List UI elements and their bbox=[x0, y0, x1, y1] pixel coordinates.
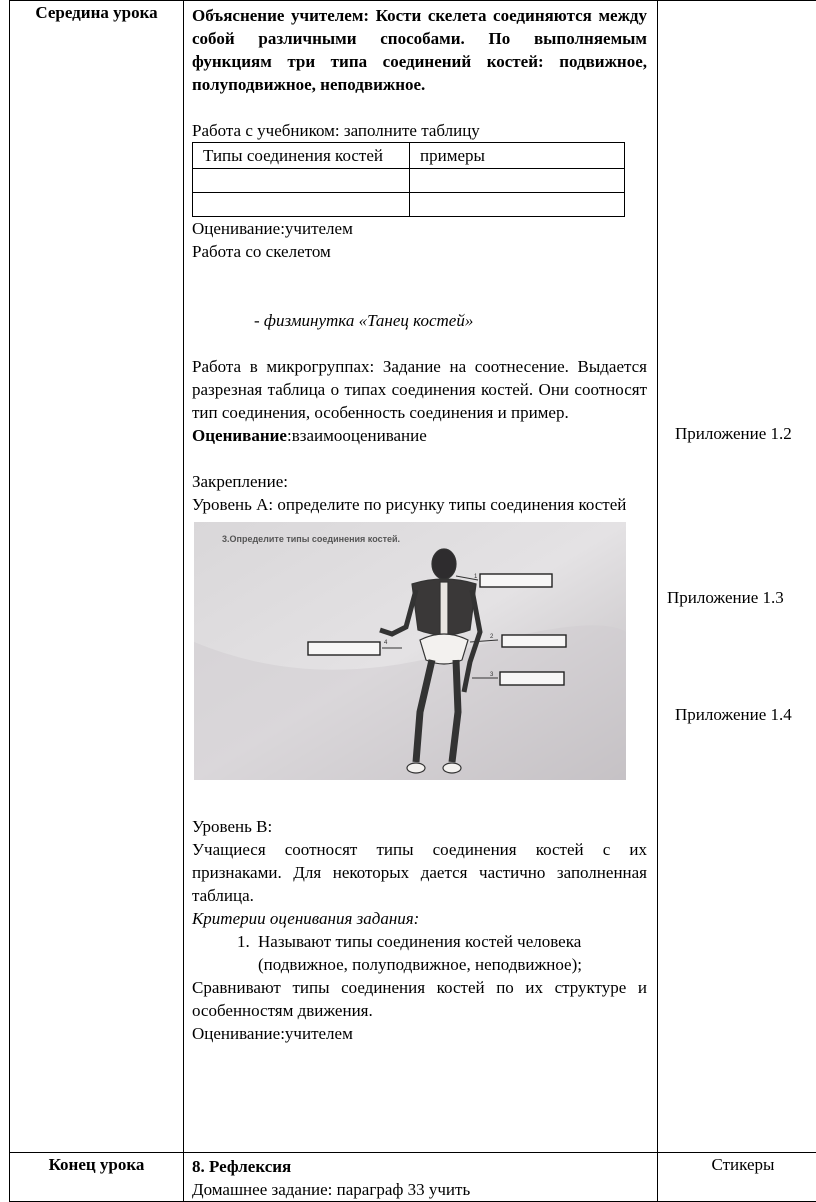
fill-in-table bbox=[192, 142, 625, 217]
physical-break: - физминутка «Танец костей» bbox=[254, 311, 474, 330]
assessment-teacher: Оценивание:учителем bbox=[192, 219, 353, 238]
appendix-1-3: Приложение 1.3 bbox=[667, 588, 784, 607]
microgroup-task: Работа в микрогруппах: Задание на соотнесение. Выдается разрезная таблица о типах соединения костей. Они соотносят тип соединения, особенность соединения и пример. bbox=[192, 357, 647, 422]
worksheet-number: 2 bbox=[490, 634, 494, 640]
skeleton-worksheet-photo bbox=[194, 522, 626, 780]
stage-label: Середина урока bbox=[35, 3, 158, 22]
appendix-1-4: Приложение 1.4 bbox=[675, 705, 792, 724]
level-b-title: Уровень В: bbox=[192, 817, 273, 836]
fill-table-cell bbox=[410, 169, 625, 193]
peer-assessment bbox=[192, 424, 647, 447]
worksheet-number: 4 bbox=[384, 640, 388, 646]
textbook-task: Работа с учебником: заполните таблицу bbox=[192, 121, 480, 140]
fill-table-cell bbox=[193, 169, 410, 193]
criteria-list bbox=[192, 930, 647, 976]
skeleton-work: Работа со скелетом bbox=[192, 242, 331, 261]
criteria-title: Критерии оценивания задания: bbox=[192, 909, 420, 928]
fill-table-header: Типы соединения костей bbox=[193, 143, 410, 169]
resources-cell bbox=[658, 1, 816, 1153]
fill-table-header: примеры bbox=[410, 143, 625, 169]
stickers-resource: Стикеры bbox=[711, 1155, 775, 1174]
fill-table-cell bbox=[193, 193, 410, 217]
stage-label: Конец урока bbox=[48, 1155, 145, 1174]
end-row bbox=[10, 1153, 816, 1202]
middle-row bbox=[10, 1, 816, 1153]
worksheet-number: 1 bbox=[474, 574, 478, 580]
end-resources-cell bbox=[658, 1153, 816, 1202]
peer-assessment-value: :взаимооценивание bbox=[286, 426, 427, 445]
criteria-item: 1. Называют типы соединения костей человека (подвижное, полуподвижное, неподвижное); bbox=[254, 930, 647, 976]
teacher-explanation: Объяснение учителем: Кости скелета соединяются между собой различными способами. По выполняемым функциям три типа соединений костей: подвижное, полуподвижное, неподвижное. bbox=[192, 6, 647, 94]
end-activities-cell bbox=[184, 1153, 658, 1202]
level-b-text: Учащиеся соотносят типы соединения костей с их признаками. Для некоторых дается частично заполненная таблица. bbox=[192, 840, 647, 905]
lesson-plan-table bbox=[9, 0, 816, 1202]
level-a-task: Уровень А: определите по рисунку типы соединения костей bbox=[192, 495, 627, 514]
stage-cell-end bbox=[10, 1153, 184, 1202]
reflection-title: 8. Рефлексия bbox=[192, 1157, 292, 1176]
compare-text: Сравнивают типы соединения костей по их структуре и особенностям движения. bbox=[192, 978, 647, 1020]
fill-table-cell bbox=[410, 193, 625, 217]
homework: Домашнее задание: параграф 33 учить bbox=[192, 1180, 471, 1199]
worksheet-caption: 3.Определите типы соединения костей. bbox=[222, 534, 401, 544]
stage-cell-middle bbox=[10, 1, 184, 1153]
appendix-1-2: Приложение 1.2 bbox=[675, 424, 792, 443]
consolidation-title: Закрепление: bbox=[192, 472, 288, 491]
worksheet-number: 3 bbox=[490, 672, 494, 678]
activities-cell bbox=[184, 1, 658, 1153]
assessment-teacher-2: Оценивание:учителем bbox=[192, 1024, 353, 1043]
peer-assessment-label: Оценивание bbox=[192, 426, 287, 445]
